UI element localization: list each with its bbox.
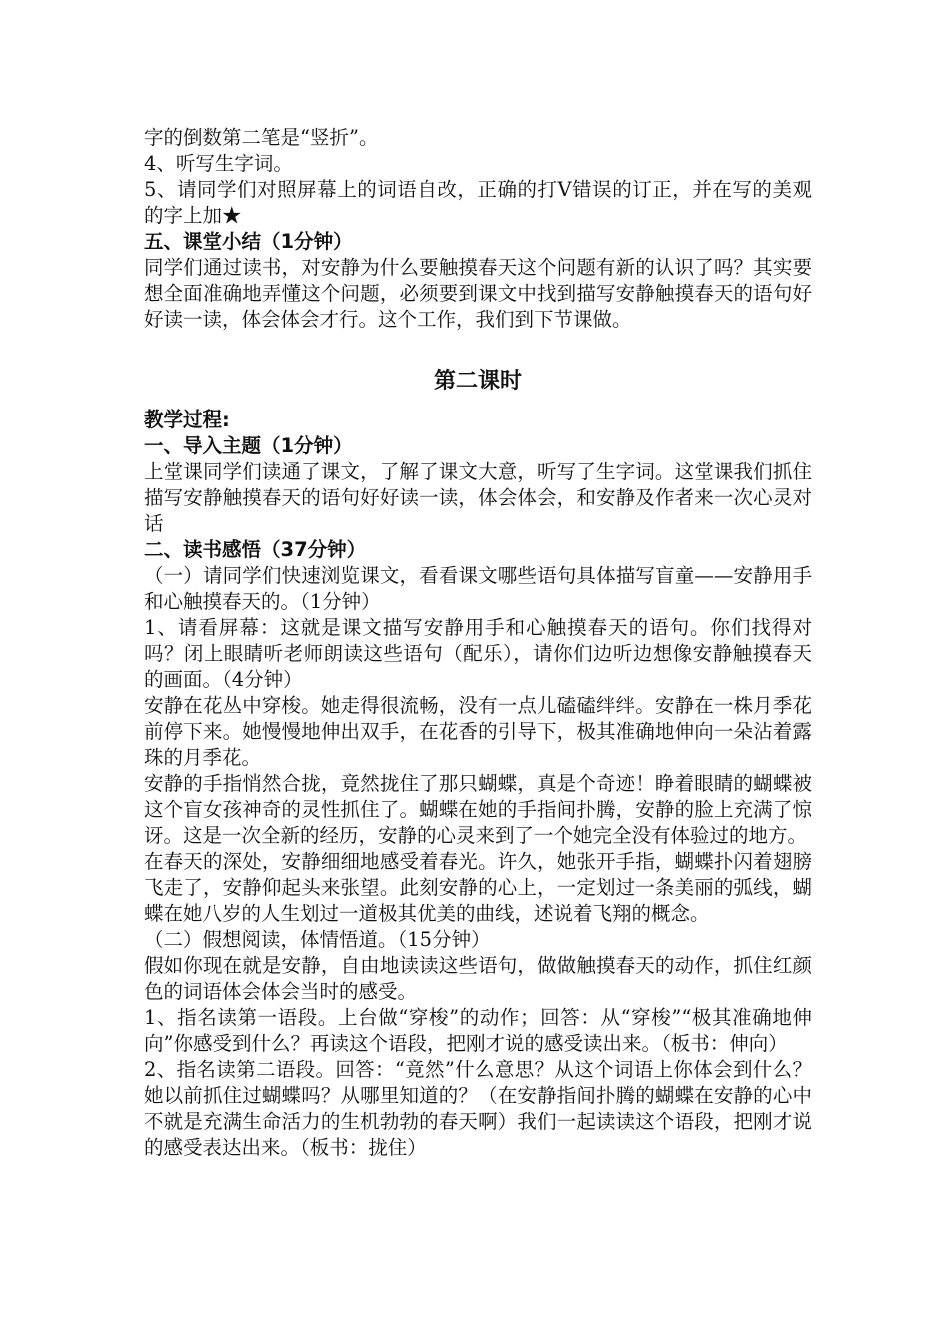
- section-heading-summary: 五、课堂小结（1分钟）: [144, 230, 353, 253]
- paragraph-text-2: 安静的手指悄然合拢，竟然拢住了那只蝴蝶，真是个奇迹！睁着眼睛的蝴蝶被这个盲女孩神奇的灵性抓住了。蝴蝶在她的手指间扑腾，安静的脸上充满了惊讶。这是一次全新的经历，安静的心灵来到了一个她完全没有体验过的地方。: [144, 772, 812, 847]
- paragraph-text-1: 安静在花丛中穿梭。她走得很流畅，没有一点儿磕磕绊绊。安静在一株月季花前停下来。她慢慢地伸出双手，在花香的引导下，极其准确地伸向一朵沾着露珠的月季花。: [144, 694, 812, 769]
- paragraph-step-2-1: 1、指名读第一语段。上台做“穿梭”的动作；回答：从“穿梭”“极其准确地伸向”你感受到什么？再读这个语段，把刚才说的感受读出来。（板书：伸向）: [144, 1006, 812, 1055]
- paragraph-step-2: （二）假想阅读，体情悟道。（15分钟）: [144, 928, 491, 951]
- teaching-process-label: 教学过程:: [144, 408, 230, 431]
- paragraph-summary: 同学们通过读书，对安静为什么要触摸春天这个问题有新的认识了吗？其实要想全面准确地弄懂这个问题，必须要到课文中找到描写安静触摸春天的语句好好读一读，体会体会才行。这个工作，我们到下节课做。: [144, 256, 812, 331]
- section-heading-intro: 一、导入主题（1分钟）: [144, 434, 353, 457]
- paragraph-step-2-intro: 假如你现在就是安静，自由地读读这些语句，做做触摸春天的动作，抓住红颜色的词语体会体会当时的感受。: [144, 954, 812, 1003]
- paragraph-item-4: 4、听写生字词。: [144, 152, 293, 175]
- paragraph-text-3: 在春天的深处，安静细细地感受着春光。许久，她张开手指，蝴蝶扑闪着翅膀飞走了，安静仰起头来张望。此刻安静的心上，一定划过一条美丽的弧线，蝴蝶在她八岁的人生划过一道极其优美的曲线，述说着飞翔的概念。: [144, 850, 812, 925]
- paragraph-bishun: 字的倒数第二笔是“竖折”。: [144, 126, 379, 149]
- lesson-title: 第二课时: [433, 369, 522, 394]
- paragraph-step-1-1: 1、请看屏幕：这就是课文描写安静用手和心触摸春天的语句。你们找得对吗？闭上眼睛听老师朗读这些语句（配乐），请你们边听边想像安静触摸春天的画面。（4分钟）: [144, 616, 812, 691]
- paragraph-item-5: 5、请同学们对照屏幕上的词语自改，正确的打Ⅴ错误的订正，并在写的美观的字上加★: [144, 178, 812, 227]
- paragraph-intro: 上堂课同学们读通了课文，了解了课文大意，听写了生字词。这堂课我们抓住描写安静触摸春天的语句好好读一读，体会体会，和安静及作者来一次心灵对话: [144, 460, 812, 535]
- paragraph-step-2-2: 2、指名读第二语段。回答：“竟然”什么意思？从这个词语上你体会到什么？她以前抓住过蝴蝶吗？从哪里知道的？（在安静指间扑腾的蝴蝶在安静的心中不就是充满生命活力的生机勃勃的春天啊）我们一起读读这个语段，把刚才说的感受表达出来。（板书：拢住）: [144, 1058, 812, 1159]
- paragraph-step-1: （一）请同学们快速浏览课文，看看课文哪些语句具体描写盲童——安静用手和心触摸春天的。（1分钟）: [144, 564, 812, 613]
- document-page: [144, 125, 812, 1161]
- section-heading-reading: 二、读书感悟（37分钟）: [144, 538, 367, 561]
